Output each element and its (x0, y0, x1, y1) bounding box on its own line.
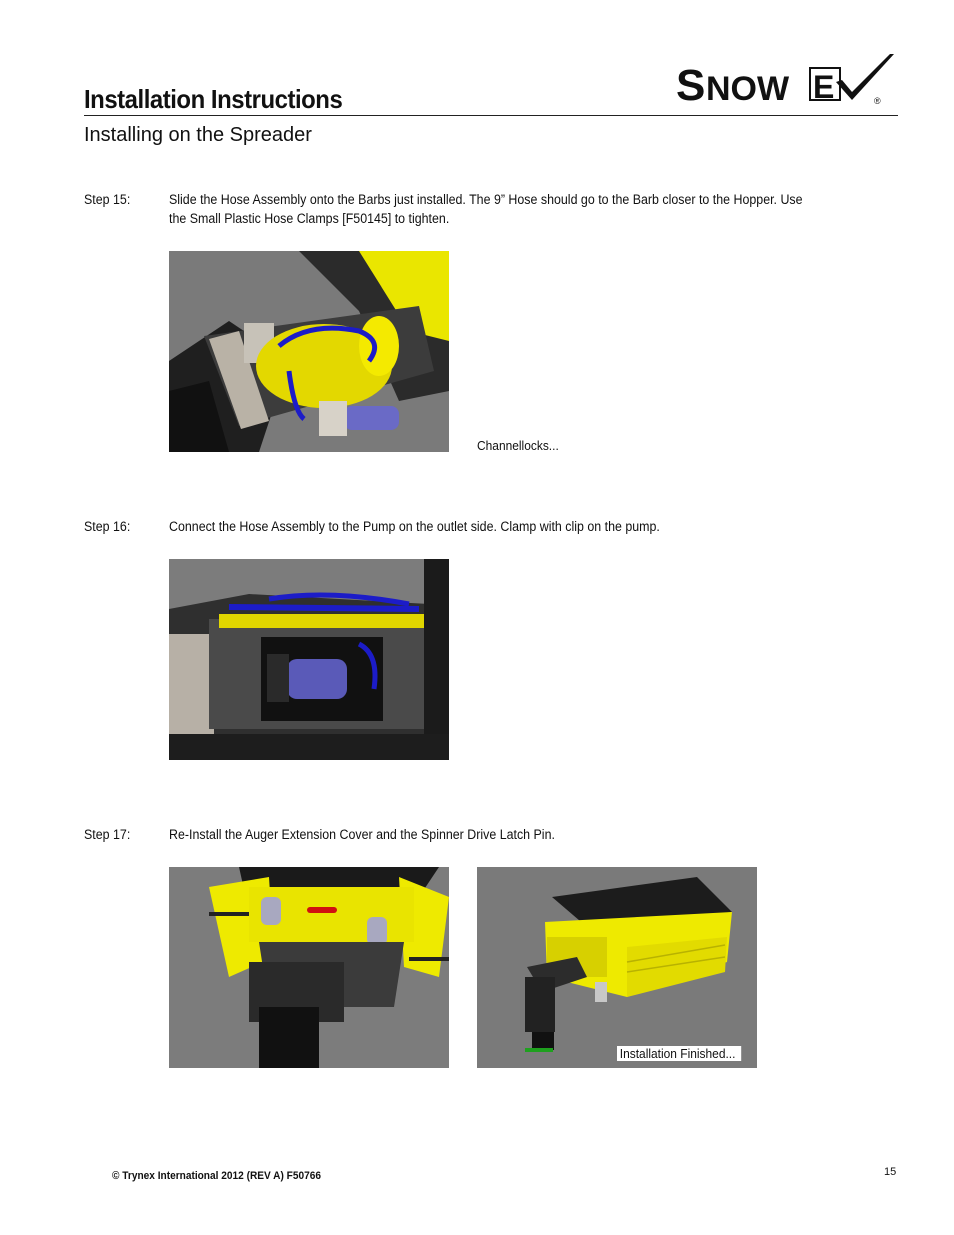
step-15-label: Step 15: (84, 192, 131, 207)
page-number: 15 (884, 1166, 897, 1178)
step-15-text (169, 190, 804, 228)
svg-text:NOW: NOW (706, 70, 790, 108)
snowex-logo (676, 52, 900, 108)
step-15-caption: Channellocks... (477, 438, 559, 453)
footer-copyright: © Trynex International 2012 (REV A) F50766 (112, 1170, 321, 1182)
title-divider (84, 115, 898, 116)
step-17-image-left (169, 867, 449, 1068)
page-title: Installation Instructions (84, 84, 343, 114)
step-15-image (169, 251, 449, 452)
step-17-caption (617, 1046, 741, 1061)
step-16-text: Connect the Hose Assembly to the Pump on the outlet side. Clamp with clip on the pump. (169, 519, 660, 534)
step-16-image (169, 559, 449, 760)
step-17-caption-text: Installation Finished... (617, 1046, 741, 1061)
step-17-text: Re-Install the Auger Extension Cover and the Spinner Drive Latch Pin. (169, 827, 555, 842)
svg-text:S: S (676, 61, 706, 108)
step-16-label: Step 16: (84, 519, 131, 534)
step-17-image-right (477, 867, 757, 1068)
page-subtitle: Installing on the Spreader (84, 124, 312, 146)
step-15-line-2: the Small Plastic Hose Clamps [F50145] to tighten. (169, 211, 450, 226)
svg-text:®: ® (874, 96, 881, 106)
step-15-line-1: Slide the Hose Assembly onto the Barbs just installed. The 9” Hose should go to the Barb closer to the Hopper. Use (169, 192, 803, 207)
svg-text:E: E (813, 69, 835, 105)
step-17-label: Step 17: (84, 827, 131, 842)
